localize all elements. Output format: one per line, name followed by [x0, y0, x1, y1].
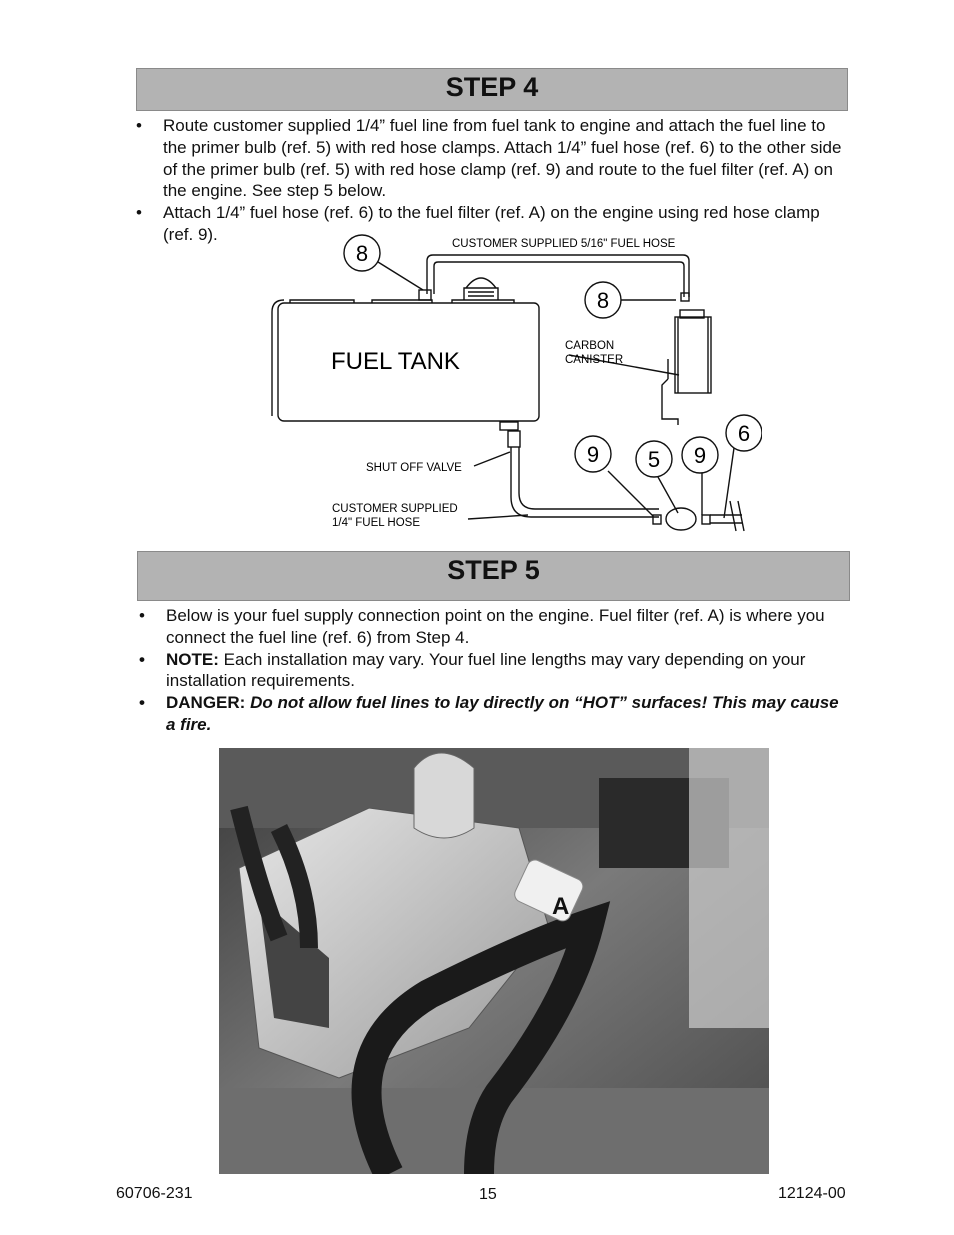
carbon-canister [675, 317, 711, 393]
footer-doc-number: 60706-231 [116, 1185, 193, 1202]
shut-off-valve [500, 422, 518, 430]
step4-title: STEP 4 [445, 72, 539, 102]
primer-bulb [666, 508, 696, 530]
callout-8-b-num: 8 [596, 288, 610, 313]
note-text: Each installation may vary. Your fuel line lengths may vary depending on your installation requirements. [166, 649, 806, 691]
step5-bullet-list [139, 605, 851, 736]
hose-1-4 [511, 447, 659, 517]
danger-text: Do not allow fuel lines to lay directly on “HOT” surfaces! This may cause a fire. [166, 693, 839, 734]
callout-9-a-num: 9 [586, 442, 600, 467]
label-carbon-canister-2: CANISTER [565, 354, 624, 366]
filler-cap [464, 278, 498, 300]
photo-label-a: A [552, 893, 570, 920]
engine-fuel-filter-photo [219, 748, 769, 1174]
hose-5-16 [427, 255, 689, 297]
danger-label: DANGER: [166, 693, 246, 713]
list-item: • NOTE: Each installation may vary. Your fuel line lengths may vary depending on your installation requirements. [139, 649, 806, 691]
fuel-system-diagram [262, 226, 762, 536]
list-item: • DANGER: Do not allow fuel lines to lay directly on “HOT” surfaces! This may cause a fire. [139, 693, 839, 734]
callout-6-num: 6 [737, 421, 751, 446]
footer-page-number: 15 [479, 1186, 497, 1203]
list-item: • Attach 1/4” fuel hose (ref. 6) to the fuel filter (ref. A) on the engine using red hose clamp (ref. 9). [136, 203, 820, 244]
callout-5-num: 5 [647, 447, 661, 472]
note-label: NOTE: [166, 649, 219, 669]
list-item: • Route customer supplied 1/4” fuel line from fuel tank to engine and attach the fuel line to the primer bulb (ref. 5) with red hose clamps. Attach 1/4” fuel hose (ref. 6) to the other side of the primer bulb (ref. 5) with red hose clamp (ref. 9) and route to the fuel filter (ref. A) on the engine. See step 5 below. [136, 116, 842, 201]
list-item: • Below is your fuel supply connection point on the engine. Fuel filter (ref. A) is where you connect the fuel line (ref. 6) from Step 4. [139, 606, 825, 647]
step4-bullet-1: Route customer supplied 1/4” fuel line from fuel tank to engine and attach the fuel line to the primer bulb (ref. 5) with red hose clamps. Attach 1/4” fuel hose (ref. 6) to the other side of the primer bulb (ref. 5) with red hose clamp (ref. 9) and route to the fuel filter (ref. A) on the engine. See step 5 below. [163, 116, 842, 201]
label-fuel-hose-5-16: CUSTOMER SUPPLIED 5/16" FUEL HOSE [452, 238, 676, 250]
footer-revision: 12124-00 [778, 1185, 846, 1202]
label-carbon-canister-1: CARBON [565, 340, 615, 352]
label-fuel-tank: FUEL TANK [331, 348, 460, 375]
label-shut-off-valve: SHUT OFF VALVE [366, 462, 462, 474]
step4-header [136, 68, 848, 111]
callout-8-a-num: 8 [355, 241, 369, 266]
step5-title: STEP 5 [447, 555, 540, 585]
step5-header [137, 551, 850, 601]
step5-bullet-1: Below is your fuel supply connection point on the engine. Fuel filter (ref. A) is where you connect the fuel line (ref. 6) from Step 4. [166, 606, 825, 647]
callout-9-b-num: 9 [693, 443, 707, 468]
step4-bullet-2: Attach 1/4” fuel hose (ref. 6) to the fuel filter (ref. A) on the engine using red hose clamp (ref. 9). [163, 203, 820, 244]
label-fuel-hose-1-4-line1: CUSTOMER SUPPLIED [332, 503, 458, 515]
label-fuel-hose-1-4-line2: 1/4" FUEL HOSE [332, 517, 421, 529]
